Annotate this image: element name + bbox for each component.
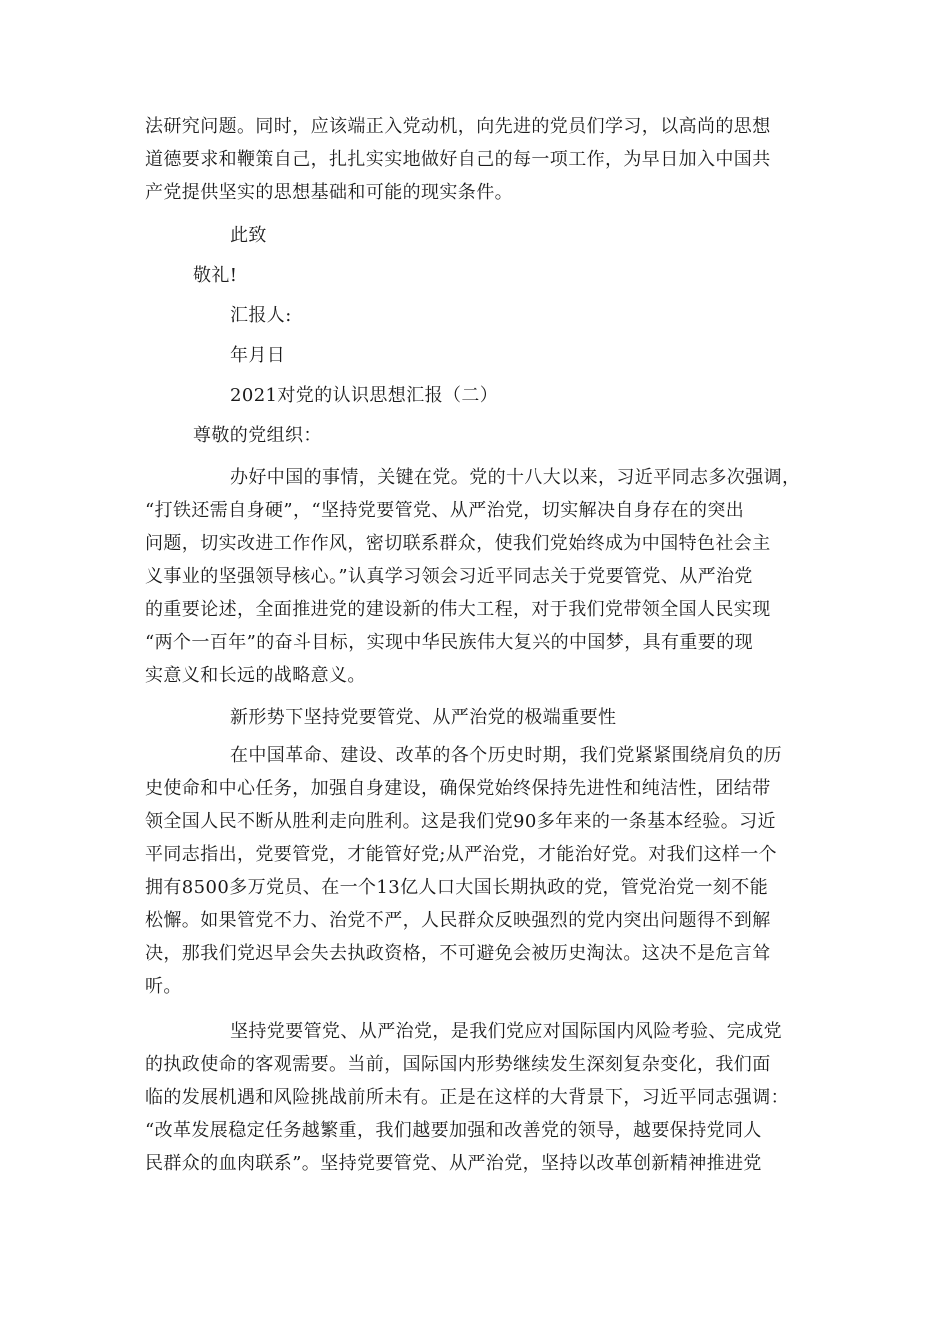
text-line: 的执政使命的客观需要。当前，国际国内形势继续发生深刻复杂变化，我们面 <box>145 1054 771 1075</box>
text-line: “改革发展稳定任务越繁重，我们越要加强和改善党的领导，越要保持党同人 <box>145 1120 762 1141</box>
text-line: 的重要论述，全面推进党的建设新的伟大工程，对于我们党带领全国人民实现 <box>145 599 771 620</box>
text-line: 产党提供坚实的思想基础和可能的现实条件。 <box>145 182 513 203</box>
text-line: 问题，切实改进工作作风，密切联系群众，使我们党始终成为中国特色社会主 <box>145 533 771 554</box>
text-line: 义事业的坚强领导核心。”认真学习领会习近平同志关于党要管党、从严治党 <box>145 566 753 587</box>
date-label: 年月日 <box>230 345 286 366</box>
section-title: 2021对党的认识思想汇报（二） <box>230 385 499 406</box>
text-line: 办好中国的事情，关键在党。党的十八大以来，习近平同志多次强调， <box>230 467 801 488</box>
text-line: 拥有8500多万党员、在一个13亿人口大国长期执政的党，管党治党一刻不能 <box>145 877 769 898</box>
text-line: 听。 <box>145 976 182 997</box>
text-line: 平同志指出，党要管党，才能管好党;从严治党，才能治好党。对我们这样一个 <box>145 844 778 865</box>
section-heading: 新形势下坚持党要管党、从严治党的极端重要性 <box>230 707 617 728</box>
text-line: 决，那我们党迟早会失去执政资格，不可避免会被历史淘汰。这决不是危言耸 <box>145 943 771 964</box>
closing-respect: 敬礼! <box>193 265 238 286</box>
text-line: 实意义和长远的战略意义。 <box>145 665 366 686</box>
text-line: 临的发展机遇和风险挑战前所未有。正是在这样的大背景下，习近平同志强调： <box>145 1087 789 1108</box>
text-line: 在中国革命、建设、改革的各个历史时期，我们党紧紧围绕肩负的历 <box>230 745 782 766</box>
text-line: 坚持党要管党、从严治党，是我们党应对国际国内风险考验、完成党 <box>230 1021 782 1042</box>
greeting: 尊敬的党组织： <box>193 425 322 446</box>
closing-salutation: 此致 <box>230 225 267 246</box>
text-line: 史使命和中心任务，加强自身建设，确保党始终保持先进性和纯洁性，团结带 <box>145 778 771 799</box>
text-line: 领全国人民不断从胜利走向胜利。这是我们党90多年来的一条基本经验。习近 <box>145 811 776 832</box>
reporter-label: 汇报人: <box>230 305 292 326</box>
text-line: “两个一百年”的奋斗目标，实现中华民族伟大复兴的中国梦，具有重要的现 <box>145 632 754 653</box>
text-line: 松懈。如果管党不力、治党不严，人民群众反映强烈的党内突出问题得不到解 <box>145 910 771 931</box>
text-line: 道德要求和鞭策自己，扎扎实实地做好自己的每一项工作，为早日加入中国共 <box>145 149 771 170</box>
text-line: “打铁还需自身硬”，“坚持党要管党、从严治党，切实解决自身存在的突出 <box>145 500 745 521</box>
text-line: 法研究问题。同时，应该端正入党动机，向先进的党员们学习，以高尚的思想 <box>145 116 771 137</box>
text-line: 民群众的血肉联系”。坚持党要管党、从严治党，坚持以改革创新精神推进党 <box>145 1153 762 1174</box>
